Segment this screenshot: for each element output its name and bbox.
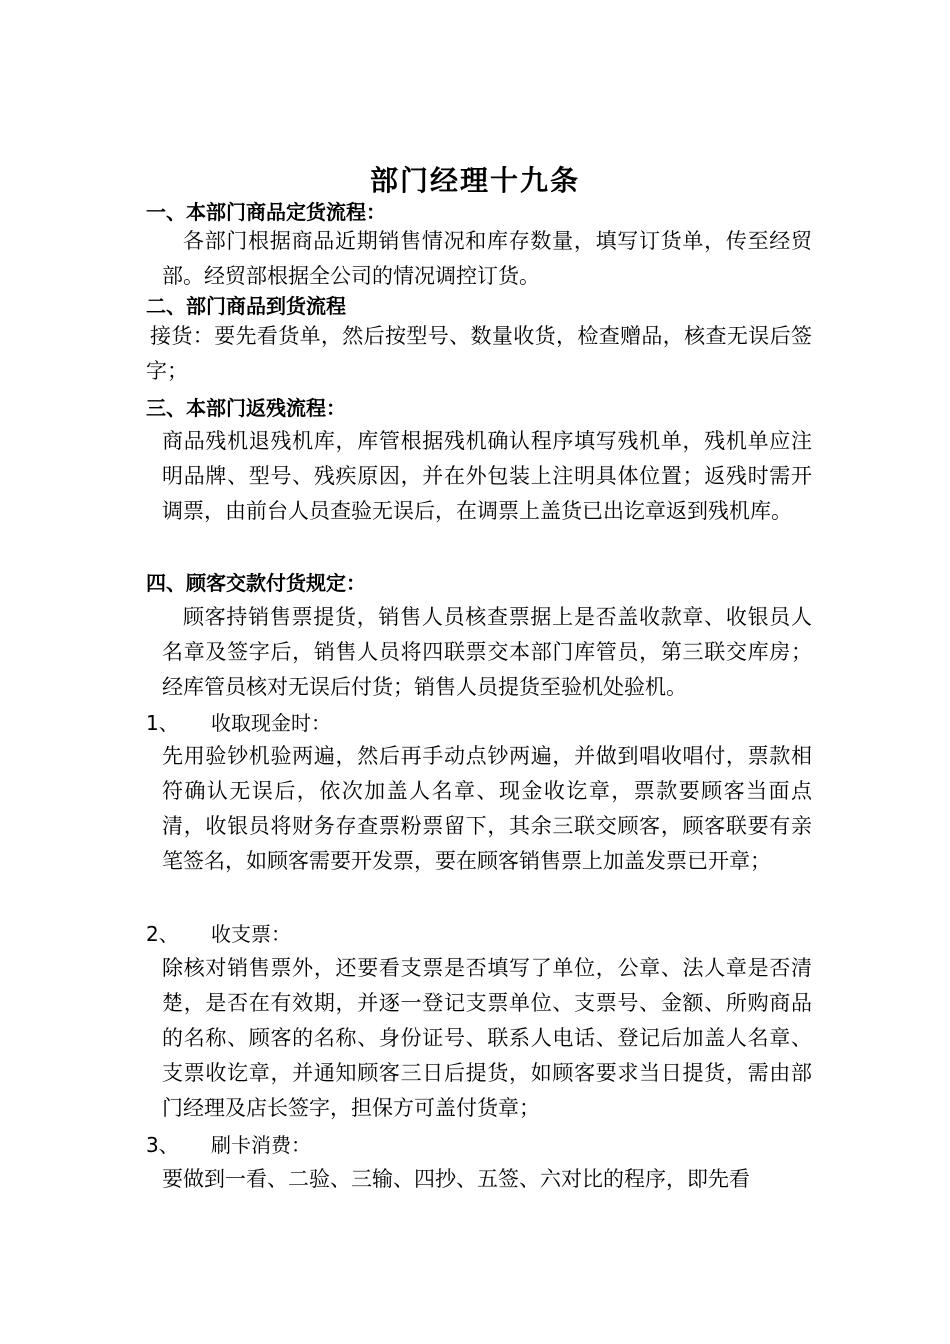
item-label: 刷卡消费： bbox=[211, 1133, 311, 1157]
section-body-2: 接货：要先看货单，然后按型号、数量收货，检查赠品，核查无误后签字； bbox=[146, 324, 812, 383]
section-heading-2: 二、部门商品到货流程 bbox=[146, 294, 346, 318]
item-number: 3、 bbox=[146, 1133, 179, 1157]
section-heading-1: 一、本部门商品定货流程： bbox=[146, 200, 386, 224]
item-number: 2、 bbox=[146, 922, 179, 946]
section-heading-4: 四、顾客交款付货规定： bbox=[146, 571, 366, 595]
section-body-1: 各部门根据商品近期销售情况和库存数量，填写订货单，传至经贸部。经贸部根据全公司的情况调控订货。 bbox=[162, 229, 812, 288]
section-heading-3: 三、本部门返残流程： bbox=[146, 396, 346, 420]
item-body-3: 要做到一看、二验、三输、四抄、五签、六对比的程序，即先看 bbox=[162, 1167, 750, 1191]
numbered-item-3 bbox=[146, 1131, 311, 1159]
section-body-4: 顾客持销售票提货，销售人员核查票据上是否盖收款章、收银员人名章及签字后，销售人员将四联票交本部门库管员，第三联交库房；经库管员核对无误后付货；销售人员提货至验机处验机。 bbox=[162, 605, 812, 699]
document-title: 部门经理十九条 bbox=[369, 164, 580, 197]
item-body-2: 除核对销售票外，还要看支票是否填写了单位，公章、法人章是否清楚，是否在有效期，并逐一登记支票单位、支票号、金额、所购商品的名称、顾客的名称、身份证号、联系人电话、登记后加盖人名章、支票收讫章，并通知顾客三日后提货，如顾客要求当日提货，需由部门经理及店长签字，担保方可盖付货章； bbox=[162, 956, 812, 1120]
section-body-3: 商品残机退残机库，库管根据残机确认程序填写残机单，残机单应注明品牌、型号、残疾原因，并在外包装上注明具体位置；返残时需开调票，由前台人员查验无误后，在调票上盖货已出讫章返到残机库。 bbox=[162, 429, 812, 523]
item-body-1: 先用验钞机验两遍，然后再手动点钞两遍，并做到唱收唱付，票款相符确认无误后，依次加盖人名章、现金收讫章，票款要顾客当面点清，收银员将财务存查票粉票留下，其余三联交顾客，顾客联要有亲笔签名，如顾客需要开发票，要在顾客销售票上加盖发票已开章； bbox=[162, 744, 812, 873]
numbered-item-1 bbox=[146, 709, 331, 737]
item-label: 收取现金时： bbox=[211, 711, 331, 735]
item-number: 1、 bbox=[146, 711, 179, 735]
item-label: 收支票： bbox=[211, 922, 291, 946]
numbered-item-2 bbox=[146, 920, 291, 948]
